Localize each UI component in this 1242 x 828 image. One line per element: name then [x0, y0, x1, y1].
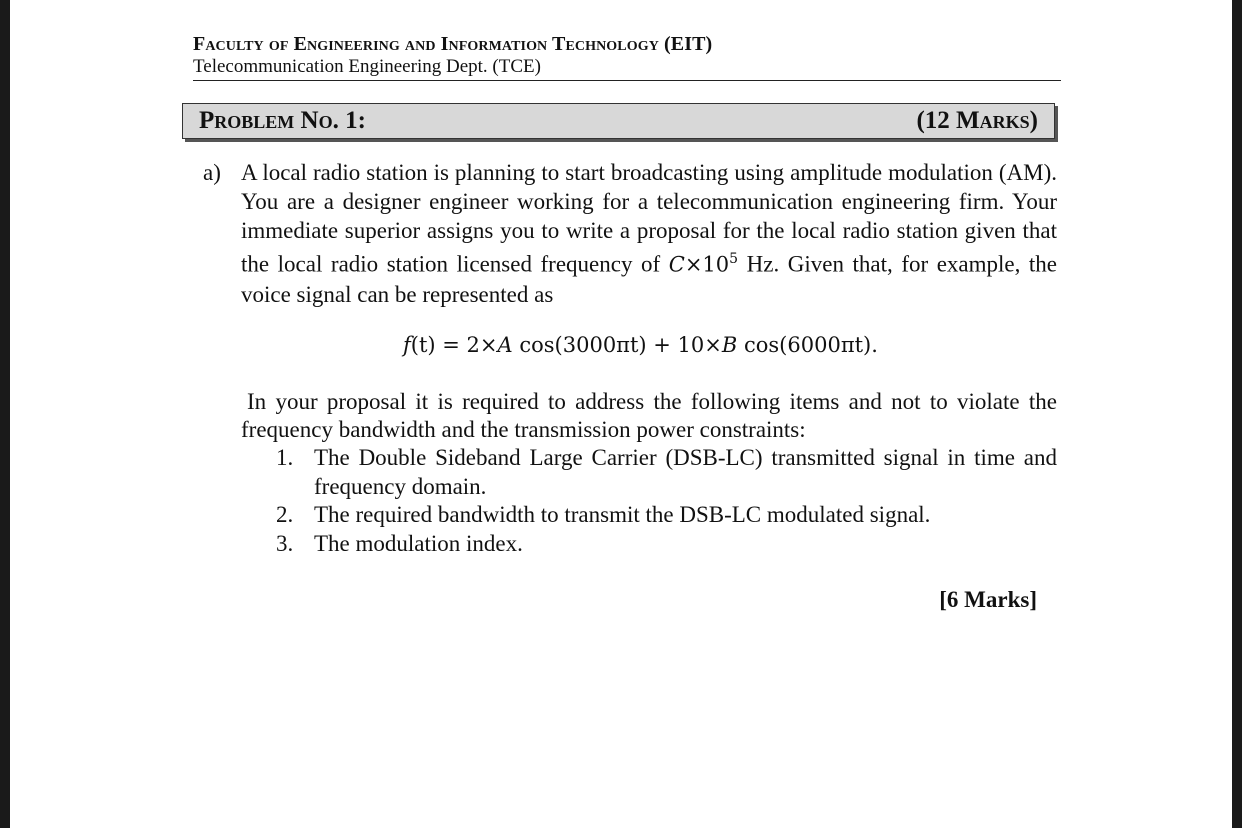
list-item	[276, 530, 1057, 559]
part-a-intro	[241, 158, 1057, 309]
eq-lhs: (t) = 2×	[410, 333, 498, 357]
eq-b: B	[721, 333, 738, 357]
proposal-text	[241, 388, 1057, 444]
problem-banner	[182, 103, 1055, 139]
proposal-paragraph: In your proposal it is required to address the following items and not to violate the frequency bandwidth and the transmission power constraints:	[241, 389, 1057, 442]
freq-symbol: C	[668, 252, 685, 277]
faculty-title: Faculty of Engineering and Information Technology (EIT)	[193, 33, 713, 55]
department-name: Telecommunication Engineering Dept. (TCE)	[193, 56, 541, 77]
list-item-text: The required bandwidth to transmit the DSB-LC modulated signal.	[314, 502, 931, 527]
requirements-list	[276, 444, 1057, 558]
part-a-marks: [6 Marks]	[939, 587, 1037, 612]
part-a	[193, 158, 1057, 309]
eq-a: A	[497, 333, 513, 357]
intro-text-cont: Hz. Given that, for example, the voice signal can be represented as	[241, 251, 1058, 307]
eq-mid: cos(3000πt) + 10×	[512, 333, 722, 357]
part-a-label: a)	[203, 160, 221, 185]
document-page	[10, 0, 1232, 828]
list-item-number: 2.	[276, 502, 294, 527]
list-item-number: 3.	[276, 530, 294, 556]
problem-marks: (12 Marks)	[916, 107, 1038, 134]
problem-title: Problem No. 1:	[199, 107, 366, 134]
list-item-number: 1.	[276, 445, 294, 470]
freq-times: ×10	[684, 252, 730, 277]
intro-text: A local radio station is planning to start broadcasting using amplitude modulation (AM). You are a designer engineer working for a telecommunication engineering firm. Your immediate superior assigns you to write a proposal for the local radio station given that the local radio station licensed frequency of	[241, 160, 1057, 277]
list-item-text: The modulation index.	[314, 530, 523, 556]
list-item	[276, 501, 1057, 530]
freq-exponent: 5	[729, 251, 739, 267]
eq-end: cos(6000πt).	[737, 333, 878, 357]
list-item	[276, 444, 1057, 501]
document-header	[193, 32, 1061, 81]
list-item-text: The Double Sideband Large Carrier (DSB-LC) transmitted signal in time and frequency domain.	[314, 445, 1057, 499]
voice-signal-equation: f(t) = 2×A cos(3000πt) + 10×B cos(6000πt).	[403, 333, 878, 357]
